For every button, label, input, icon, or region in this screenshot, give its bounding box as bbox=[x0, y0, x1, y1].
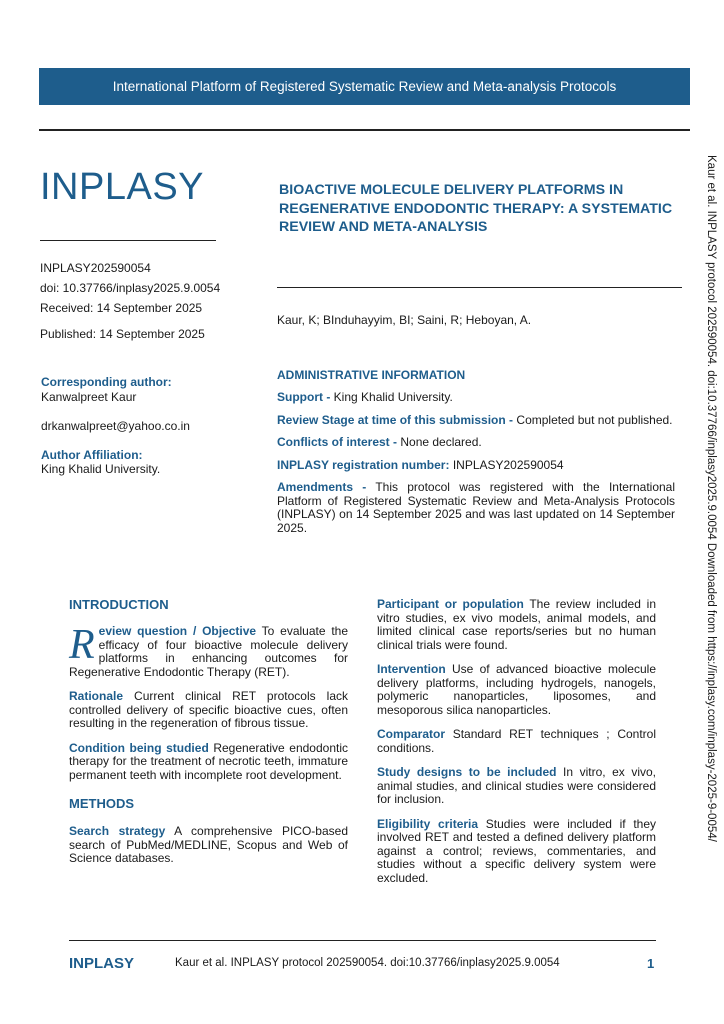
corresponding-author-email[interactable]: drkanwalpreet@yahoo.co.in bbox=[41, 419, 190, 433]
rationale-value: Current clinical RET protocols lack controlled delivery of specific bioactive cues, often resulting in the regeneration of fibrous tissue. bbox=[69, 689, 348, 730]
intervention-label: Intervention bbox=[377, 662, 446, 676]
eligibility-label: Eligibility criteria bbox=[377, 816, 479, 831]
article-title: BIOACTIVE MOLECULE DELIVERY PLATFORMS IN REGENERATIVE ENDODONTIC THERAPY: A SYSTEMATIC REVIEW AND META-ANALYSIS bbox=[279, 182, 673, 235]
participant-value: The review included in vitro studies, ex vivo models, animal models, and limited clinical case reports/series but no human clinical trials were found. bbox=[377, 597, 656, 652]
corresponding-author-label: Corresponding author: bbox=[41, 375, 172, 389]
registration-number-label: INPLASY registration number: bbox=[277, 457, 450, 472]
affiliation-label: Author Affiliation: bbox=[41, 448, 143, 462]
admin-heading: ADMINISTRATIVE INFORMATION bbox=[277, 368, 466, 382]
condition-paragraph bbox=[69, 742, 348, 783]
review-stage-label: Review Stage at time of this submission - bbox=[277, 412, 514, 427]
left-body-column bbox=[69, 597, 348, 866]
intervention-paragraph bbox=[377, 663, 656, 717]
authors: Kaur, K; BInduhayyim, BI; Saini, R; Heboyan, A. bbox=[277, 313, 532, 327]
administrative-info bbox=[277, 368, 675, 535]
inplasy-logo: INPLASY bbox=[40, 166, 205, 208]
affiliation-value: King Khalid University. bbox=[41, 462, 161, 476]
eligibility-value: Studies were included if they involved RET and tested a defined delivery platform against a control; reviews, commentaries, and studies without a specific delivery system were excluded. bbox=[377, 816, 657, 885]
search-strategy-value: A comprehensive PICO-based search of PubMed/MEDLINE, Scopus and Web of Science databases. bbox=[69, 824, 348, 865]
amendments-label: Amendments - bbox=[277, 480, 367, 494]
condition-label: Condition being studied bbox=[69, 740, 209, 755]
amendments-value: This protocol was registered with the International Platform of Registered Systematic Review and Meta-Analysis Protocols (INPLASY) on 14 September 2025 and was last updated on 14 September 2025. bbox=[277, 480, 675, 535]
search-strategy-paragraph bbox=[69, 825, 348, 866]
comparator-label: Comparator bbox=[377, 727, 446, 741]
received-date: Received: 14 September 2025 bbox=[40, 301, 203, 315]
right-body-column bbox=[377, 598, 656, 885]
title-divider bbox=[277, 287, 682, 288]
review-question-paragraph bbox=[69, 622, 348, 679]
published-date: Published: 14 September 2025 bbox=[40, 327, 205, 341]
methods-heading: METHODS bbox=[69, 796, 134, 811]
side-citation-text[interactable]: Kaur et al. INPLASY protocol 202590054. doi:10.37766/inplasy2025.9.0054 Downloaded from https://inplasy.com/inplasy-2025-9-0054/ bbox=[705, 155, 717, 842]
registration-number-line bbox=[277, 459, 675, 473]
page-number: 1 bbox=[647, 956, 655, 971]
review-question-value: To evaluate the efficacy of four bioactive molecule delivery platforms in enhancing outcomes for Regenerative Endodontic Therapy (RET). bbox=[69, 624, 348, 679]
condition-value: Regenerative endodontic therapy for the treatment of necrotic teeth, immature permanent teeth with incomplete root development. bbox=[69, 740, 348, 782]
rationale-label: Rationale bbox=[69, 689, 124, 703]
introduction-heading: INTRODUCTION bbox=[69, 597, 169, 612]
participant-paragraph bbox=[377, 598, 656, 652]
conflicts-line bbox=[277, 436, 675, 450]
conflicts-label: Conflicts of interest - bbox=[277, 435, 398, 449]
support-label: Support - bbox=[277, 390, 331, 404]
comparator-paragraph bbox=[377, 728, 656, 755]
rationale-paragraph bbox=[69, 690, 348, 731]
search-strategy-label: Search strategy bbox=[69, 824, 166, 838]
eligibility-paragraph bbox=[377, 818, 656, 886]
review-stage-line bbox=[277, 414, 675, 428]
registration-id: INPLASY202590054 bbox=[40, 261, 151, 275]
participant-label: Participant or population bbox=[377, 597, 524, 611]
study-designs-label: Study designs to be included bbox=[377, 765, 557, 779]
study-designs-value: In vitro, ex vivo, animal studies, and clinical studies were considered for inclusion. bbox=[377, 765, 656, 806]
intervention-value: Use of advanced bioactive molecule delivery platforms, including hydrogels, nanogels, polymeric nanoparticles, liposomes, and mesoporous silica nanoparticles. bbox=[377, 662, 656, 717]
footer-divider bbox=[69, 940, 656, 941]
comparator-value: Standard RET techniques ; Control conditions. bbox=[377, 727, 656, 755]
support-value: King Khalid University. bbox=[330, 390, 453, 404]
study-designs-paragraph bbox=[377, 766, 656, 807]
support-line bbox=[277, 391, 675, 405]
corresponding-author-name: Kanwalpreet Kaur bbox=[41, 390, 137, 404]
doi: doi: 10.37766/inplasy2025.9.0054 bbox=[40, 281, 221, 295]
side-citation bbox=[700, 155, 720, 895]
review-question-label: eview question / Objective bbox=[98, 624, 257, 638]
footer-logo: INPLASY bbox=[69, 955, 135, 972]
footer-citation: Kaur et al. INPLASY protocol 202590054. doi:10.37766/inplasy2025.9.0054 bbox=[175, 957, 560, 969]
review-stage-value: Completed but not published. bbox=[513, 412, 673, 427]
logo-divider bbox=[40, 240, 216, 241]
amendments-line bbox=[277, 481, 675, 535]
registration-number-value: INPLASY202590054 bbox=[449, 457, 564, 472]
journal-banner: International Platform of Registered Systematic Review and Meta-analysis Protocols bbox=[39, 68, 690, 105]
conflicts-value: None declared. bbox=[397, 435, 482, 449]
header-divider bbox=[39, 129, 690, 131]
dropcap-letter: R bbox=[69, 622, 95, 668]
